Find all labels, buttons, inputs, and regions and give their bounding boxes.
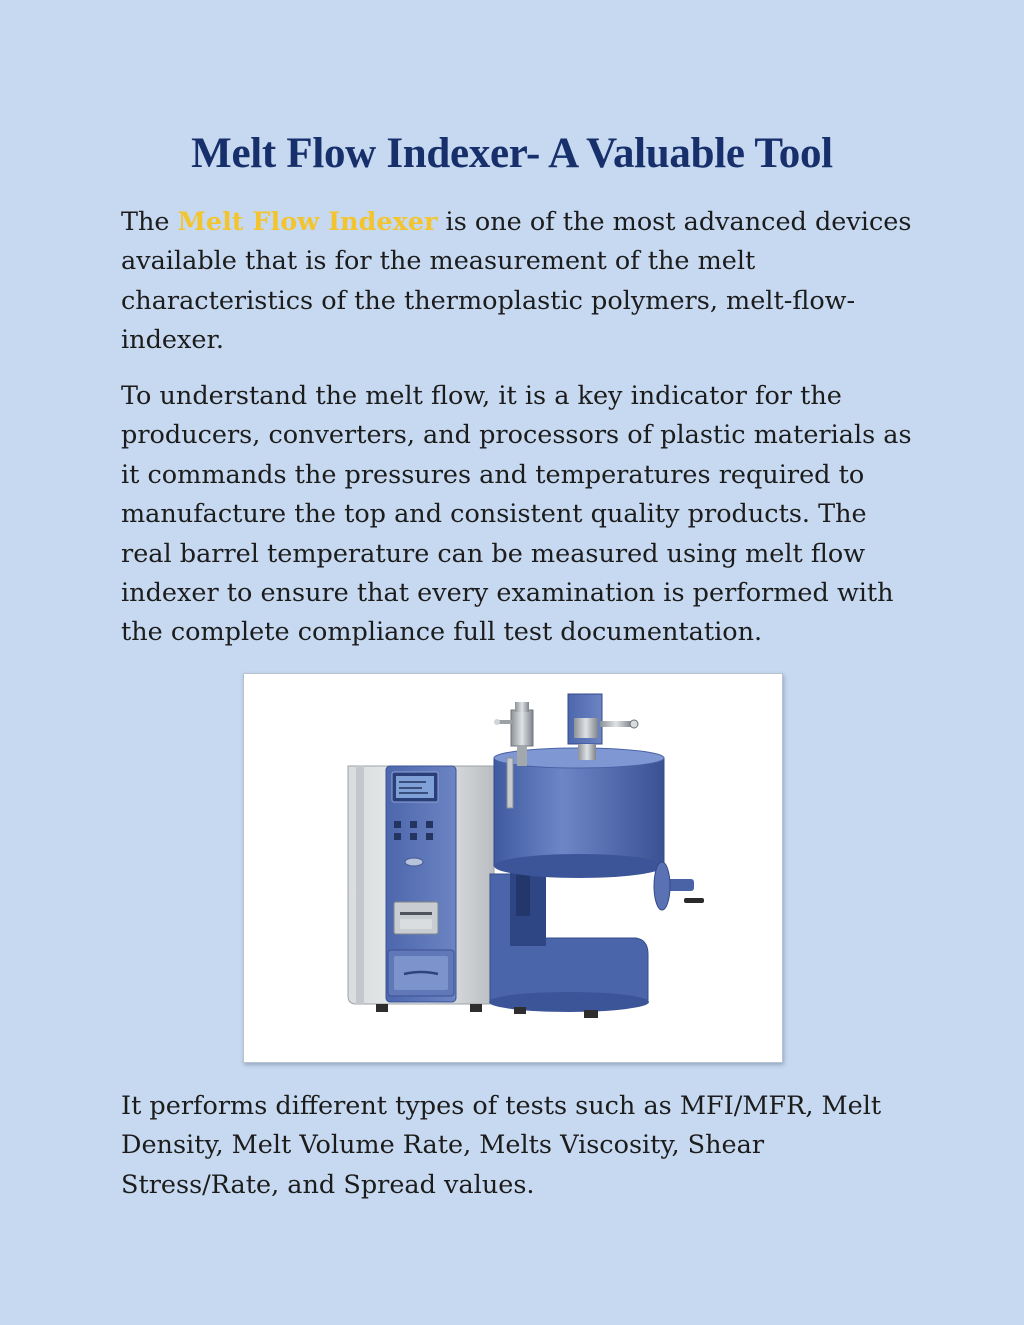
tests-paragraph: It performs different types of tests such as MFI/MFR, Melt Density, Melt Volume Rate, Melts Viscosity, Shear Stress/Rate, and Spread values. [121,1091,882,1200]
melt-flow-indexer-photo [243,673,783,1063]
melt-flow-indexer-illustration [244,674,782,1062]
melt-flow-indexer-link[interactable]: Melt Flow Indexer [177,207,438,237]
body-paragraph: To understand the melt flow, it is a key indicator for the producers, converters, and processors of plastic materials as it commands the pressures and temperatures required to manufacture the top and consistent quality products. The real barrel temperature can be measured using melt flow indexer to ensure that every examination is performed with the complete compliance full test documentation. [121,381,912,648]
intro-lead: The [121,207,178,237]
page-title: Melt Flow Indexer- A Valuable Tool [191,130,833,177]
intro-paragraph [121,203,921,361]
intro-rest: is one of the most advanced devices available that is for the measurement of the melt characteristics of the thermoplastic polymers, melt-flow-indexer. [121,207,912,356]
